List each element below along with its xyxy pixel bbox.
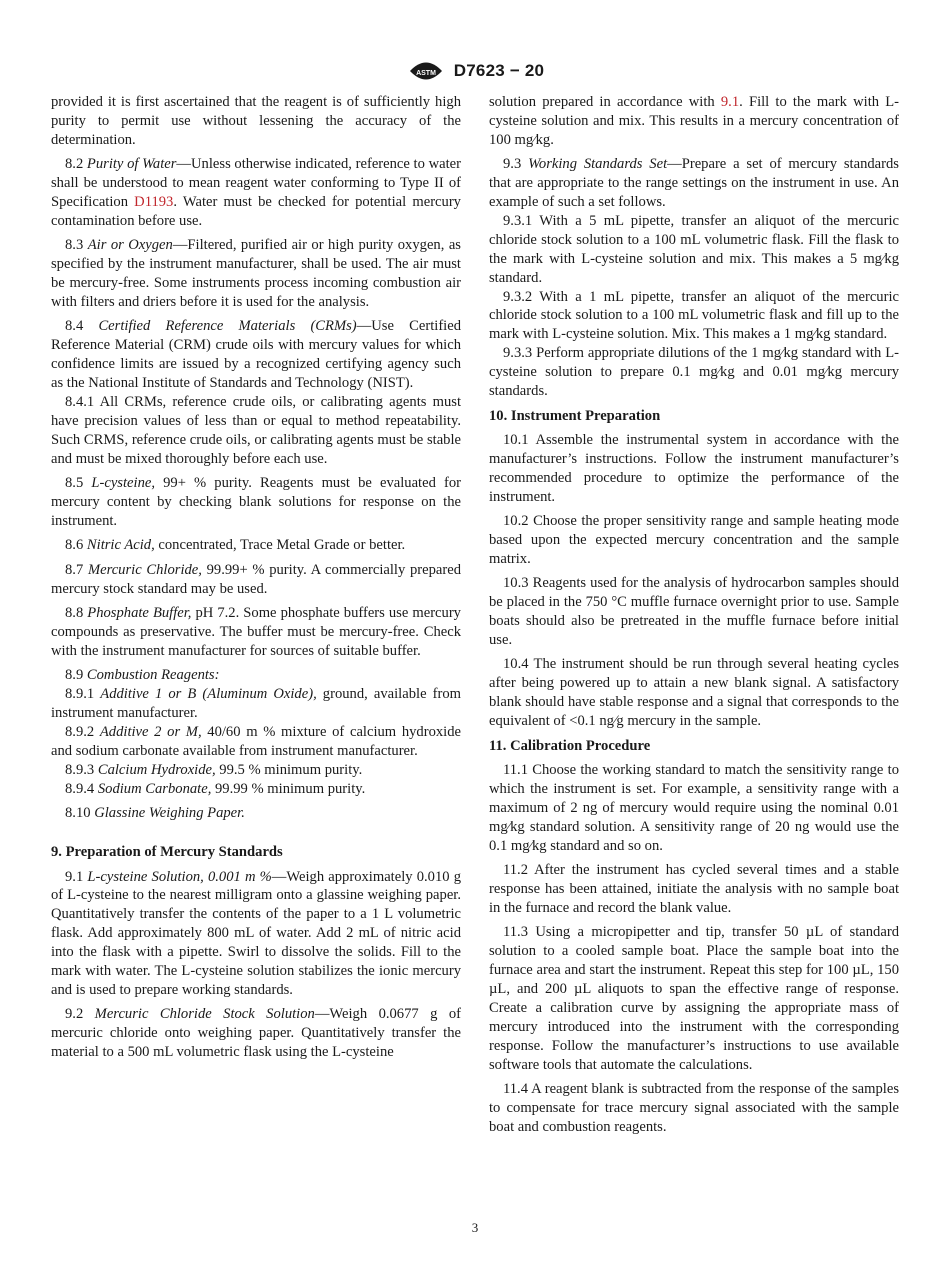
paragraph-continued-right: solution prepared in accordance with 9.1. Fill to the mark with L-cysteine solution and mix. This results in a mercury concentration of 100 mg⁄kg.: [489, 94, 899, 148]
section-8-9-4: 8.9.4 Sodium Carbonate, 99.99 % minimum purity.: [65, 780, 366, 797]
paragraph-continued: provided it is first ascertained that the reagent is of sufficiently high purity to permit use without lessening the accuracy of the determination.: [51, 94, 461, 148]
page-header: [0, 56, 950, 86]
section-9-1: 9.1 L-cysteine Solution, 0.001 m %—Weigh approximately 0.010 g of L-cysteine to the nearest milligram onto a glassine weighing paper. Quantitatively transfer the contents of the paper to a 1 L volumetric flask. Add approximately 800 mL of water. Add 2 mL of nitric acid into the flask with a pipette. Swirl to dissolve the solids. Fill to the mark with water. The L-cysteine solution stabilizes the ionic mercury and is used to prepare working standards.: [51, 868, 461, 998]
right-column: [489, 93, 899, 1142]
ref-link-d1193[interactable]: D1193: [134, 194, 174, 211]
section-11-4: 11.4 A reagent blank is subtracted from the response of the samples to compensate for trace mercury signal associated with the sample boat and combustion reagents.: [489, 1080, 900, 1135]
section-10-4: 10.4 The instrument should be run through several heating cycles after being powered up to attain a new blank signal. A satisfactory blank should have stable response and a signal that corresponds to the equivalent of <0.1 ng⁄g mercury in the sample.: [489, 656, 899, 730]
section-11-3: 11.3 Using a micropipetter and tip, transfer 50 µL of standard solution to a cooled sample boat. Place the sample boat into the furnace area and start the instrument. Repeat this step for 100 µL, 150 µL, and 200 µL aliquots to span the effective range of response. Create a calibration curve by assigning the appropriate mass of mercury introduced into the instrument with the corresponding response. Follow the manufacturer’s instructions to use available software tools that automate the calculations.: [489, 924, 899, 1073]
page-number: 3: [471, 1220, 479, 1235]
ref-link-9-1[interactable]: 9.1: [720, 94, 740, 110]
section-8-3: 8.3 Air or Oxygen—Filtered, purified air or high purity oxygen, as specified by the instrument manufacturer, shall be used. The air must be mercury-free. Some instruments process incoming combustion air with filters and driers before it is used for the analysis.: [51, 237, 461, 311]
section-11-1: 11.1 Choose the working standard to match the sensitivity range to which the instrument is set. For example, a sensitivity range with a maximum of 2 ng of mercury would require using the nominal 0.01 mg⁄kg standard solution. A sensitivity range of 20 ng would use the 0.1 mg⁄kg standard and so on.: [489, 761, 900, 854]
section-8-10: 8.10 Glassine Weighing Paper.: [65, 805, 245, 822]
left-column: [51, 93, 461, 1068]
section-8-8: 8.8 Phosphate Buffer, pH 7.2. Some phosphate buffers use mercury compounds as preservative. The buffer must be mercury-free. Check with the instrument manufacturer for sources of suitable buffer.: [51, 605, 461, 659]
section-8-2: 8.2 Purity of Water—Unless otherwise indicated, reference to water shall be understood to mean reagent water conforming to Type II of Specification D1193. Water must be checked for potential mercury contamination before use.: [51, 156, 461, 229]
section-9-3: 9.3 Working Standards Set—Prepare a set of mercury standards that are appropriate to the range settings on the instrument in use. An example of such a set follows.: [489, 156, 899, 211]
section-9-3-1: 9.3.1 With a 5 mL pipette, transfer an aliquot of the mercuric chloride stock solution to a 100 mL volumetric flask. Fill the flask to the mark with L-cysteine solution and mix. This makes a 5 mg⁄kg standard.: [489, 212, 899, 286]
section-8-9-2: 8.9.2 Additive 2 or M, 40/60 m % mixture of calcium hydroxide and sodium carbonate available from instrument manufacturer.: [51, 724, 461, 759]
section-8-9-1: 8.9.1 Additive 1 or B (Aluminum Oxide), ground, available from instrument manufacturer.: [51, 686, 461, 722]
svg-text:ASTM: ASTM: [415, 70, 436, 77]
section-8-4: 8.4 Certified Reference Materials (CRMs)—Use Certified Reference Material (CRM) crude oils with mercury values for which confidence limits are issued by a recognized certifying agency such as the National Institute of Standards and Technology (NIST).: [51, 318, 462, 392]
section-9-3-2: 9.3.2 With a 1 mL pipette, transfer an aliquot of the mercuric chloride stock solution to a 100 mL volumetric flask and fill up to the mark with L-cysteine solution. Mix. This makes a 1 mg⁄kg standard.: [489, 288, 899, 343]
section-11-2: 11.2 After the instrument has cycled several times and a stable response has been attained, initiate the analysis with no sample boat in the furnace and record the blank value.: [489, 861, 900, 916]
heading-section-11: 11. Calibration Procedure: [489, 737, 651, 754]
heading-section-9: 9. Preparation of Mercury Standards: [51, 844, 283, 861]
heading-section-10: 10. Instrument Preparation: [489, 407, 661, 424]
section-10-3: 10.3 Reagents used for the analysis of hydrocarbon samples should be placed in the 750 °C muffle furnace overnight prior to use. Sample boats should also be pretreated in the muffle furnace before initial use.: [489, 575, 899, 648]
section-8-6: 8.6 Nitric Acid, concentrated, Trace Metal Grade or better.: [65, 537, 406, 554]
section-10-1: 10.1 Assemble the instrumental system in accordance with the manufacturer’s instructions. Follow the instrument manufacturer’s recommended procedure to optimize the performance of the instrument.: [489, 431, 899, 505]
section-9-3-3: 9.3.3 Perform appropriate dilutions of the 1 mg⁄kg standard with L-cysteine solution to prepare 0.1 mg⁄kg and 0.01 mg⁄kg mercury standards.: [489, 345, 899, 400]
section-8-5: 8.5 L-cysteine, 99+ % purity. Reagents must be evaluated for mercury content by checking blank solutions for response on the instrument.: [51, 475, 461, 530]
section-8-9-3: 8.9.3 Calcium Hydroxide, 99.5 % minimum purity.: [65, 761, 363, 778]
astm-logo-icon: [406, 56, 446, 86]
standard-designation: D7623 − 20: [453, 61, 545, 80]
section-10-2: 10.2 Choose the proper sensitivity range and sample heating mode based upon the expected mercury concentration and the sample matrix.: [489, 513, 899, 567]
section-8-4-1: 8.4.1 All CRMs, reference crude oils, or calibrating agents must have precision values of less than or equal to method repeatability. Such CRMS, reference crude oils, or calibrating agents must be stable and must be mixed thoroughly before each use.: [51, 394, 461, 467]
section-8-9: 8.9 Combustion Reagents:: [65, 667, 220, 684]
section-9-2: 9.2 Mercuric Chloride Stock Solution—Weigh 0.0677 g of mercuric chloride onto weighing paper. Quantitatively transfer the material to a 500 mL volumetric flask using the L-cysteine: [51, 1006, 461, 1061]
section-8-7: 8.7 Mercuric Chloride, 99.99+ % purity. A commercially prepared mercury stock standard may be used.: [51, 561, 461, 597]
